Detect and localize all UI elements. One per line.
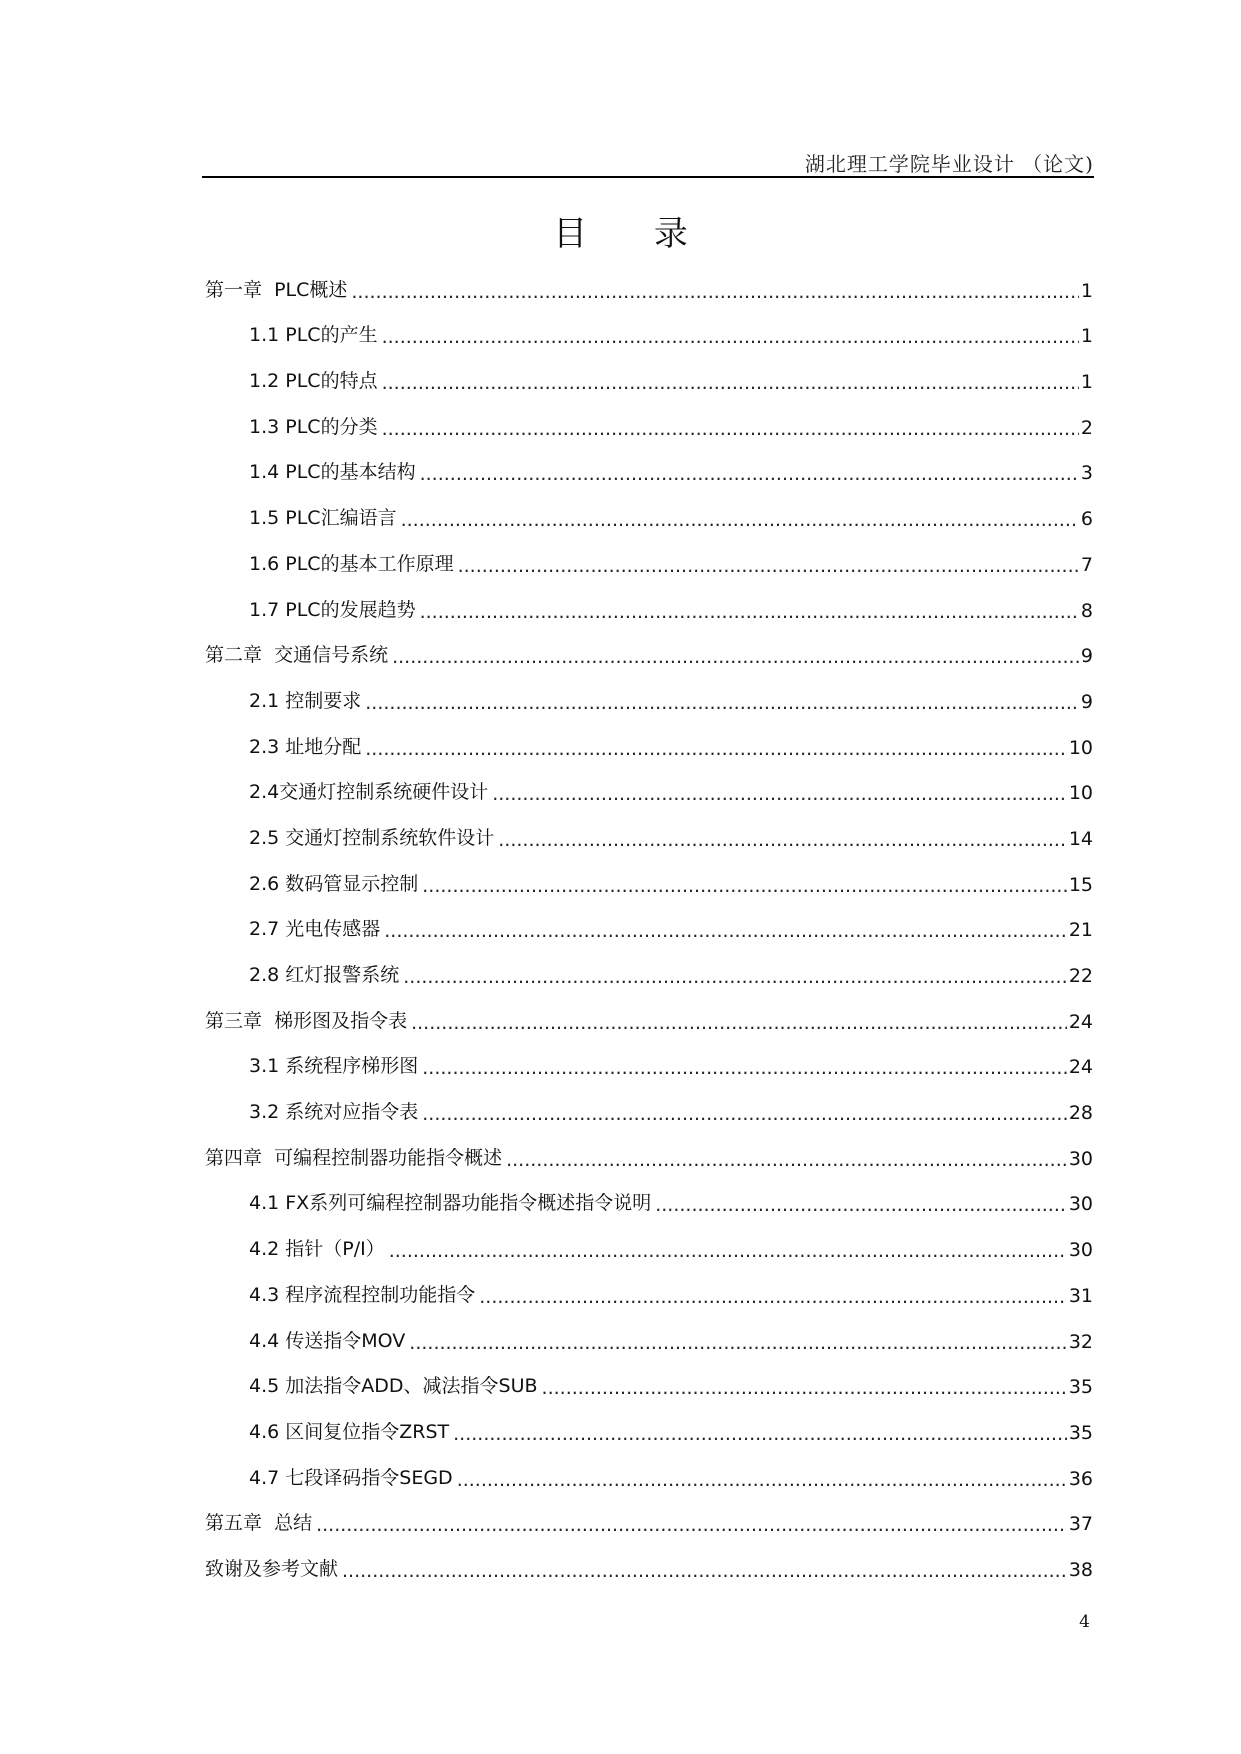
toc-dot-leader: [498, 831, 1067, 850]
header-rule: [202, 176, 1094, 178]
toc-page-number: 15: [1068, 873, 1093, 896]
toc-page-number: 8: [1080, 599, 1093, 622]
toc-section-entry[interactable]: [205, 850, 1093, 896]
toc-entry-title: 1.3 PLC的分类: [249, 415, 378, 438]
toc-chapter-entry[interactable]: [205, 256, 1093, 302]
toc-entry-title: 2.8 红灯报警系统: [249, 964, 400, 986]
toc-page-number: 24: [1068, 1010, 1093, 1033]
toc-entry-title: 3.1 系统程序梯形图: [249, 1055, 419, 1078]
toc-chapter-entry[interactable]: [205, 1124, 1093, 1170]
toc-section-entry[interactable]: [205, 896, 1093, 942]
toc-section-entry[interactable]: [205, 530, 1093, 576]
toc-dot-leader: [411, 1014, 1067, 1033]
toc-chapter-entry[interactable]: [205, 1535, 1093, 1581]
toc-page-number: 1: [1080, 325, 1093, 348]
toc-entry-title: 第四章 可编程控制器功能指令概述: [205, 1146, 503, 1169]
toc-dot-leader: [422, 1059, 1067, 1078]
toc-dot-leader: [458, 557, 1079, 576]
page-number: 4: [1079, 1612, 1090, 1632]
toc-dot-leader: [655, 1196, 1067, 1215]
toc-dot-leader: [365, 694, 1079, 713]
toc-section-entry[interactable]: [205, 1444, 1093, 1490]
toc-dot-leader: [420, 465, 1079, 484]
toc-dot-leader: [403, 968, 1067, 987]
toc-entry-title: 4.1 FX系列可编程控制器功能指令概述指令说明: [249, 1192, 652, 1215]
toc-section-entry[interactable]: [205, 804, 1093, 850]
toc-dot-leader: [506, 1151, 1067, 1170]
toc-section-entry[interactable]: [205, 347, 1093, 393]
toc-dot-leader: [351, 283, 1079, 302]
toc-dot-leader: [342, 1562, 1067, 1581]
toc-section-entry[interactable]: [205, 1215, 1093, 1261]
toc-section-entry[interactable]: [205, 1170, 1093, 1216]
toc-page-number: 30: [1068, 1193, 1093, 1216]
toc-page-number: 37: [1068, 1513, 1093, 1536]
toc-dot-leader: [457, 1471, 1067, 1490]
toc-entry-title: 1.5 PLC汇编语言: [249, 507, 397, 530]
toc-entry-title: 1.4 PLC的基本结构: [249, 461, 416, 484]
toc-page-number: 1: [1080, 371, 1093, 394]
toc-page-number: 7: [1080, 553, 1093, 576]
toc-dot-leader: [409, 1334, 1067, 1353]
toc-section-entry[interactable]: [205, 393, 1093, 439]
toc-section-entry[interactable]: [205, 576, 1093, 622]
toc-dot-leader: [365, 740, 1067, 759]
toc-page-number: 6: [1080, 508, 1093, 531]
toc-page-number: 30: [1068, 1239, 1093, 1262]
toc-entry-title: 1.1 PLC的产生: [249, 324, 378, 347]
toc-chapter-entry[interactable]: [205, 622, 1093, 668]
toc-page-number: 36: [1068, 1467, 1093, 1490]
toc-entry-title: 第五章 总结: [205, 1512, 313, 1535]
toc-entry-title: 第三章 梯形图及指令表: [205, 1009, 408, 1032]
toc-entry-title: 1.6 PLC的基本工作原理: [249, 552, 454, 575]
toc-page-number: 35: [1068, 1376, 1093, 1399]
toc-entry-title: 4.7 七段译码指令SEGD: [249, 1466, 453, 1489]
toc-entry-title: 1.2 PLC的特点: [249, 370, 378, 393]
toc-section-entry[interactable]: [205, 941, 1093, 987]
toc-dot-leader: [542, 1379, 1067, 1398]
toc-dot-leader: [384, 922, 1067, 941]
toc-entry-title: 3.2 系统对应指令表: [249, 1101, 419, 1124]
toc-dot-leader: [382, 374, 1079, 393]
toc-page-number: 9: [1080, 645, 1093, 668]
toc-page-number: 38: [1068, 1558, 1093, 1581]
toc-section-entry[interactable]: [205, 484, 1093, 530]
toc-page-number: 9: [1080, 690, 1093, 713]
toc-section-entry[interactable]: [205, 759, 1093, 805]
toc-entry-title: 1.7 PLC的发展趋势: [249, 598, 416, 621]
toc-page-number: 3: [1080, 462, 1093, 485]
toc-entry-title: 4.2 指针（P/I）: [249, 1238, 385, 1261]
toc-page-number: 28: [1068, 1102, 1093, 1125]
toc-page-number: 10: [1068, 736, 1093, 759]
toc-entry-title: 4.3 程序流程控制功能指令: [249, 1283, 476, 1306]
toc-dot-leader: [392, 648, 1079, 667]
toc-section-entry[interactable]: [205, 1398, 1093, 1444]
toc-section-entry[interactable]: [205, 667, 1093, 713]
toc-section-entry[interactable]: [205, 439, 1093, 485]
toc-dot-leader: [401, 511, 1079, 530]
page-title: 目 录: [553, 214, 716, 254]
toc-page-number: 32: [1068, 1330, 1093, 1353]
toc-page-number: 31: [1068, 1284, 1093, 1307]
toc-section-entry[interactable]: [205, 1033, 1093, 1079]
toc-entry-title: 2.6 数码管显示控制: [249, 872, 419, 895]
toc-page-number: 1: [1080, 279, 1093, 302]
toc-entry-title: 4.5 加法指令ADD、减法指令SUB: [249, 1375, 538, 1398]
toc-entry-title: 4.4 传送指令MOV: [249, 1329, 406, 1352]
toc-page-number: 21: [1068, 919, 1093, 942]
toc-chapter-entry[interactable]: [205, 987, 1093, 1033]
toc-entry-title: 第二章 交通信号系统: [205, 644, 389, 667]
running-header: 湖北理工学院毕业设计 （论文): [804, 152, 1094, 176]
toc-entry-title: 2.7 光电传感器: [249, 918, 381, 941]
toc-page-number: 14: [1068, 827, 1093, 850]
toc-page-number: 22: [1068, 965, 1093, 987]
toc-section-entry[interactable]: [205, 302, 1093, 348]
toc-entry-title: 4.6 区间复位指令ZRST: [249, 1420, 450, 1443]
toc-dot-leader: [382, 420, 1079, 439]
toc-dot-leader: [389, 1242, 1067, 1261]
toc-entry-title: 2.4交通灯控制系统硬件设计: [249, 781, 489, 804]
toc-page-number: 35: [1068, 1421, 1093, 1444]
toc-entry-title: 2.5 交通灯控制系统软件设计: [249, 826, 495, 849]
toc-section-entry[interactable]: [205, 713, 1093, 759]
toc-section-entry[interactable]: [205, 1353, 1093, 1399]
toc-entry-title: 2.1 控制要求: [249, 689, 362, 712]
toc-dot-leader: [453, 1425, 1067, 1444]
toc-dot-leader: [492, 785, 1067, 804]
toc-page-number: 24: [1068, 1056, 1093, 1079]
toc-page-number: 30: [1068, 1147, 1093, 1170]
toc-dot-leader: [382, 328, 1079, 347]
toc-dot-leader: [422, 1105, 1067, 1124]
toc-section-entry[interactable]: [205, 1078, 1093, 1124]
table-of-contents: [205, 256, 1093, 1581]
toc-entry-title: 2.3 址地分配: [249, 735, 362, 758]
toc-dot-leader: [420, 603, 1079, 622]
toc-entry-title: 第一章 PLC概述: [205, 278, 348, 301]
toc-entry-title: 致谢及参考文献: [205, 1557, 339, 1580]
toc-dot-leader: [316, 1516, 1067, 1535]
toc-dot-leader: [479, 1288, 1067, 1307]
toc-section-entry[interactable]: [205, 1307, 1093, 1353]
toc-dot-leader: [422, 877, 1067, 896]
toc-page-number: 2: [1080, 416, 1093, 439]
toc-section-entry[interactable]: [205, 1261, 1093, 1307]
toc-chapter-entry[interactable]: [205, 1490, 1093, 1536]
toc-page-number: 10: [1068, 782, 1093, 805]
